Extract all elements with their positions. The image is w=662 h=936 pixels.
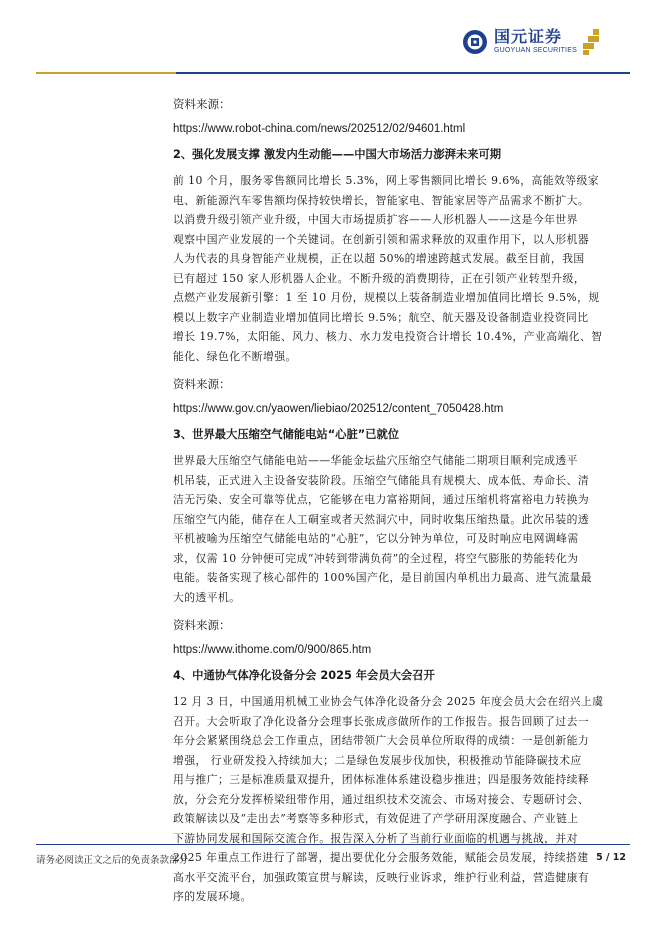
paragraph-line: 电能。装备实现了核心部件的 100%国产化，是目前国内单机出力最高、进气流量最 [173,571,592,584]
report-body [173,96,631,917]
paragraph-line: 能化、绿色化不断增强。 [173,349,297,363]
paragraph-line: 大的透平机。 [173,590,241,604]
header-divider-accent [36,72,176,74]
section-paragraph [173,692,631,907]
paragraph-line: 2025 年重点工作进行了部署，提出要优化分会服务效能，赋能会员发展，持续搭建 [173,851,589,864]
section-heading: 4、中通协气体净化设备分会 2025 年会员大会召开 [173,669,435,682]
paragraph-line: 观察中国产业发展的一个关键词。在创新引领和需求释放的双重作用下，以人形机器 [173,232,590,246]
page-header [0,0,662,72]
paragraph-line: 年分会紧紧围绕总会工作重点，团结带领广大会员单位所取得的成绩：一是创新能力 [173,734,590,747]
paragraph-line: 电、新能源汽车零售额均保持较快增长，智能家电、智能家居等产品需求不断扩大。 [173,193,590,207]
news-section-2 [173,147,631,417]
logo-english-name: GUOYUAN SECURITIES [494,47,577,54]
paragraph-line: 平机被喻为压缩空气储能电站的“心脏”，它以分钟为单位，可及时响应电网调峰需 [173,532,579,545]
source-label: 资料来源： [173,377,231,391]
paragraph-line: 机吊装，正式进入主设备安装阶段。压缩空气储能具有规模大、成本低、寿命长、清 [173,473,590,487]
paragraph-line: 已有超过 150 家人形机器人企业。不断升级的消费期待，正在引领产业转型升级， [173,271,586,285]
paragraph-line: 高水平交流平台，加强政策宣贯与解读，反映行业诉求，维护行业利益，营造健康有 [173,870,590,884]
paragraph-line: 召开。大会听取了净化设备分会理事长张成彦做所作的工作报告。报告回顾了过去一 [173,714,590,728]
paragraph-line: 点燃产业发展新引擎：1 至 10 月份，规模以上装备制造业增加值同比增长 9.5%，规 [173,291,600,304]
news-section-4 [173,668,631,907]
paragraph-line: 人为代表的具身智能产业规模，正在以超 50%的增速跨越式发展。截至目前，我国 [173,252,585,265]
logo-chinese-name: 国元证券 [494,27,563,46]
paragraph-line: 以消费升级引领产业升级，中国大市场提质扩容——人形机器人——这是今年世界 [173,213,578,226]
source-url: https://www.robot-china.com/news/202512/02/94601.html [173,123,466,135]
source-url: https://www.ithome.com/0/900/865.htm [173,644,372,656]
paragraph-line: 洁无污染、安全可靠等优点，它能够在电力富裕期间，通过压缩机将富裕电力转换为 [173,493,590,506]
source-url: https://www.gov.cn/yaowen/liebiao/202512/content_7050428.htm [173,403,504,415]
logo-steps-icon [583,29,599,55]
section-paragraph [173,171,631,366]
source-label: 资料来源： [173,618,231,632]
news-section-3 [173,427,631,658]
paragraph-line: 世界最大压缩空气储能电站——华能金坛盐穴压缩空气储能二期项目顺利完成透平 [173,454,578,467]
paragraph-line: 序的发展环境。 [173,890,252,903]
footer-divider [36,844,630,845]
company-logo [462,28,599,55]
paragraph-line: 政策解读以及“走出去”考察等多种形式，有效促进了产学研用深度融合、产业链上 [173,812,579,825]
section-heading: 2、强化发展支撑 激发内生动能——中国大市场活力澎湃未来可期 [173,148,502,161]
page-number: 5 / 12 [596,852,626,863]
paragraph-line: 增强， 行业研发投入持续加大；二是绿色发展步伐加快，积极推动节能降碳技术应 [173,753,582,767]
source-label: 资料来源： [173,97,231,111]
footer-disclaimer: 请务必阅读正文之后的免责条款部分 [36,855,189,866]
paragraph-line: 模以上数字产业制造业增加值同比增长 9.5%；航空、航天器及设备制造业投资同比 [173,310,589,324]
section-heading: 3、世界最大压缩空气储能电站“心脏”已就位 [173,428,400,441]
paragraph-line: 压缩空气内能，储存在人工硐室或者天然洞穴中，同时收集压缩热量。此次吊装的透 [173,512,590,526]
paragraph-line: 求，仅需 10 分钟便可完成“冲转到带满负荷”的全过程，将空气膨胀的势能转化为 [173,551,579,565]
paragraph-line: 下游协同发展和国际交流合作。报告深入分析了当前行业面临的机遇与挑战，并对 [173,831,578,845]
paragraph-line: 12 月 3 日，中国通用机械工业协会气体净化设备分会 2025 年度会员大会在绍兴上虞 [173,695,604,708]
source-block [173,96,631,137]
section-paragraph [173,451,631,607]
paragraph-line: 前 10 个月，服务零售额同比增长 5.3%，网上零售额同比增长 9.6%，高能效等级家 [173,174,600,187]
paragraph-line: 放，分会充分发挥桥梁纽带作用，通过组织技术交流会、市场对接会、专题研讨会、 [173,792,590,806]
paragraph-line: 用与推广；三是标准质量双提升，团体标准体系建设稳步推进；四是服务效能持续释 [173,773,590,786]
logo-emblem-icon [462,29,488,55]
paragraph-line: 增长 19.7%，太阳能、风力、核力、水力发电投资合计增长 10.4%，产业高端化、智 [173,330,603,343]
